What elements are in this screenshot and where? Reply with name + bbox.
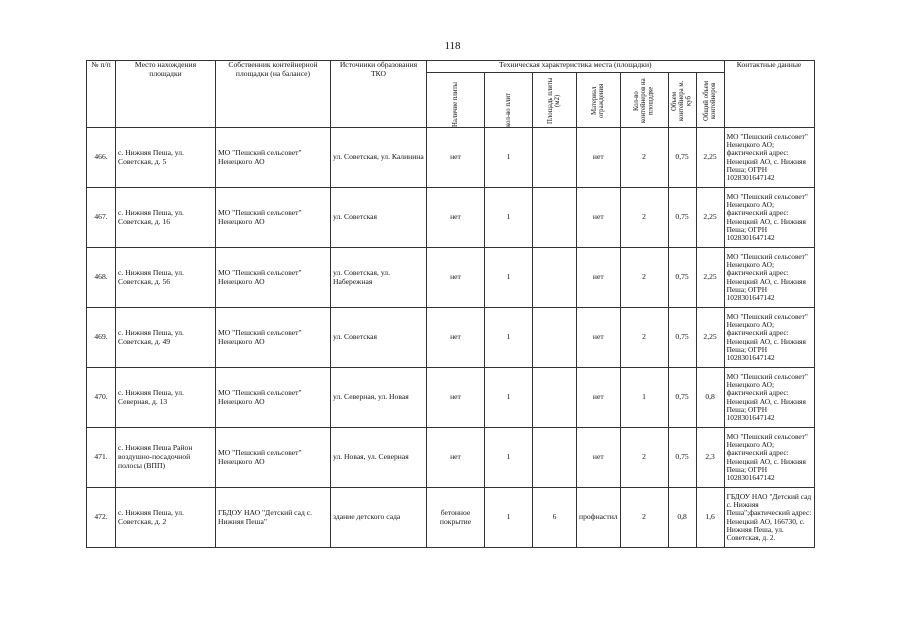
cell-total: 2,25 (696, 128, 724, 188)
cell-num: 467. (87, 188, 116, 248)
header-sources: Источники образования ТКО (331, 61, 427, 128)
cell-containers: 1 (620, 368, 668, 428)
cell-plates-count: 1 (485, 128, 533, 188)
cell-plates-count: 1 (485, 488, 533, 548)
table-row (87, 488, 815, 548)
cell-fence: нет (577, 428, 621, 488)
cell-num: 471. (87, 428, 116, 488)
cell-plates-count: 1 (485, 188, 533, 248)
cell-owner: МО "Пешский сельсовет" Ненецкого АО (216, 428, 331, 488)
cell-sources: ул. Советская (331, 308, 427, 368)
cell-total: 2,3 (696, 428, 724, 488)
table-row (87, 128, 815, 188)
register-table (86, 60, 815, 548)
cell-volume: 0,8 (668, 488, 696, 548)
cell-owner: МО "Пешский сельсовет" Ненецкого АО (216, 248, 331, 308)
cell-owner: МО "Пешский сельсовет" Ненецкого АО (216, 308, 331, 368)
header-owner: Собственник контейнерной площадки (на балансе) (216, 61, 331, 128)
cell-plate: нет (427, 368, 485, 428)
table-row (87, 428, 815, 488)
cell-sources: ул. Советская, ул. Набережная (331, 248, 427, 308)
cell-total: 0,8 (696, 368, 724, 428)
cell-plate-area (533, 128, 577, 188)
cell-location: с. Нижняя Пеша Район воздушно-посадочной полосы (ВПП) (116, 428, 216, 488)
cell-plates-count: 1 (485, 248, 533, 308)
cell-plate-area (533, 188, 577, 248)
cell-containers: 2 (620, 188, 668, 248)
cell-contact: МО "Пешский сельсовет" Ненецкого АО; фактический адрес: Ненецкий АО, с. Нижняя Пеша; ОГРН 1028301647142 (724, 128, 814, 188)
cell-location: с. Нижняя Пеша, ул. Советская, д. 16 (116, 188, 216, 248)
cell-num: 468. (87, 248, 116, 308)
cell-contact: МО "Пешский сельсовет" Ненецкого АО; фактический адрес: Ненецкий АО, с. Нижняя Пеша; ОГРН 1028301647142 (724, 428, 814, 488)
cell-fence: нет (577, 308, 621, 368)
cell-contact: МО "Пешский сельсовет" Ненецкого АО; фактический адрес: Ненецкий АО, с. Нижняя Пеша; ОГРН 1028301647142 (724, 368, 814, 428)
cell-num: 470. (87, 368, 116, 428)
header-volume: Объем контейнера м. куб (668, 73, 696, 128)
header-location: Место нахождения площадки (116, 61, 216, 128)
cell-plate: нет (427, 308, 485, 368)
cell-fence: нет (577, 248, 621, 308)
header-plates-count: кол-во плит (485, 73, 533, 128)
cell-sources: ул. Северная, ул. Новая (331, 368, 427, 428)
cell-volume: 0,75 (668, 188, 696, 248)
cell-plate: нет (427, 188, 485, 248)
cell-plate-area: 6 (533, 488, 577, 548)
cell-plates-count: 1 (485, 368, 533, 428)
cell-num: 472. (87, 488, 116, 548)
cell-containers: 2 (620, 128, 668, 188)
cell-fence: нет (577, 128, 621, 188)
header-plate: Наличие плиты (427, 73, 485, 128)
table-row (87, 248, 815, 308)
cell-volume: 0,75 (668, 308, 696, 368)
cell-plate: нет (427, 128, 485, 188)
cell-contact: МО "Пешский сельсовет" Ненецкого АО; фактический адрес: Ненецкий АО, с. Нижняя Пеша; ОГРН 1028301647142 (724, 248, 814, 308)
cell-plate: нет (427, 248, 485, 308)
cell-containers: 2 (620, 308, 668, 368)
cell-plate: бетонное покрытие (427, 488, 485, 548)
cell-num: 466. (87, 128, 116, 188)
cell-location: с. Нижняя Пеша, ул. Советская, д. 2 (116, 488, 216, 548)
cell-fence: профнастил (577, 488, 621, 548)
cell-owner: МО "Пешский сельсовет" Ненецкого АО (216, 368, 331, 428)
cell-volume: 0,75 (668, 248, 696, 308)
cell-plate: нет (427, 428, 485, 488)
cell-sources: ул. Советская (331, 188, 427, 248)
cell-total: 1,6 (696, 488, 724, 548)
cell-location: с. Нижняя Пеша, ул. Советская, д. 49 (116, 308, 216, 368)
cell-num: 469. (87, 308, 116, 368)
cell-contact: ГБДОУ НАО "Детский сад с. Нижняя Пеша";фактический адрес: Ненецкий АО, 166730, с. Нижняя Пеша, ул. Советская, д. 2. (724, 488, 814, 548)
cell-fence: нет (577, 368, 621, 428)
cell-plate-area (533, 428, 577, 488)
cell-location: с. Нижняя Пеша, ул. Советская, д. 5 (116, 128, 216, 188)
cell-owner: ГБДОУ НАО "Детский сад с. Нижняя Пеша" (216, 488, 331, 548)
page-number: 118 (444, 40, 461, 52)
header-num: № п/п (87, 61, 116, 128)
cell-sources: ул. Новая, ул. Северная (331, 428, 427, 488)
cell-plate-area (533, 248, 577, 308)
cell-location: с. Нижняя Пеша, ул. Северная, д. 13 (116, 368, 216, 428)
cell-plates-count: 1 (485, 428, 533, 488)
cell-volume: 0,75 (668, 428, 696, 488)
cell-sources: ул. Советская, ул. Калинина (331, 128, 427, 188)
cell-owner: МО "Пешский сельсовет" Ненецкого АО (216, 128, 331, 188)
cell-sources: здание детского сада (331, 488, 427, 548)
header-fence: Материал ограждения (577, 73, 621, 128)
cell-containers: 2 (620, 248, 668, 308)
cell-total: 2,25 (696, 248, 724, 308)
cell-plates-count: 1 (485, 308, 533, 368)
cell-plate-area (533, 308, 577, 368)
cell-location: с. Нижняя Пеша, ул. Советская, д. 56 (116, 248, 216, 308)
cell-containers: 2 (620, 428, 668, 488)
cell-contact: МО "Пешский сельсовет" Ненецкого АО; фактический адрес: Ненецкий АО, с. Нижняя Пеша; ОГРН 1028301647142 (724, 308, 814, 368)
cell-owner: МО "Пешский сельсовет" Ненецкого АО (216, 188, 331, 248)
header-plate-area: Площадь плиты (м2) (533, 73, 577, 128)
table-row (87, 188, 815, 248)
cell-contact: МО "Пешский сельсовет" Ненецкого АО; фактический адрес: Ненецкий АО, с. Нижняя Пеша; ОГРН 1028301647142 (724, 188, 814, 248)
table-row (87, 308, 815, 368)
header-contacts: Контактные данные (724, 61, 814, 128)
header-tech: Техническая характеристика места (площадки) (427, 61, 725, 73)
cell-plate-area (533, 368, 577, 428)
header-total: Общий объем контейнеров (696, 73, 724, 128)
header-containers: Кол-во контейнеров на площадке (620, 73, 668, 128)
cell-volume: 0,75 (668, 368, 696, 428)
cell-volume: 0,75 (668, 128, 696, 188)
cell-total: 2,25 (696, 188, 724, 248)
cell-total: 2,25 (696, 308, 724, 368)
cell-fence: нет (577, 188, 621, 248)
table-row (87, 368, 815, 428)
cell-containers: 2 (620, 488, 668, 548)
